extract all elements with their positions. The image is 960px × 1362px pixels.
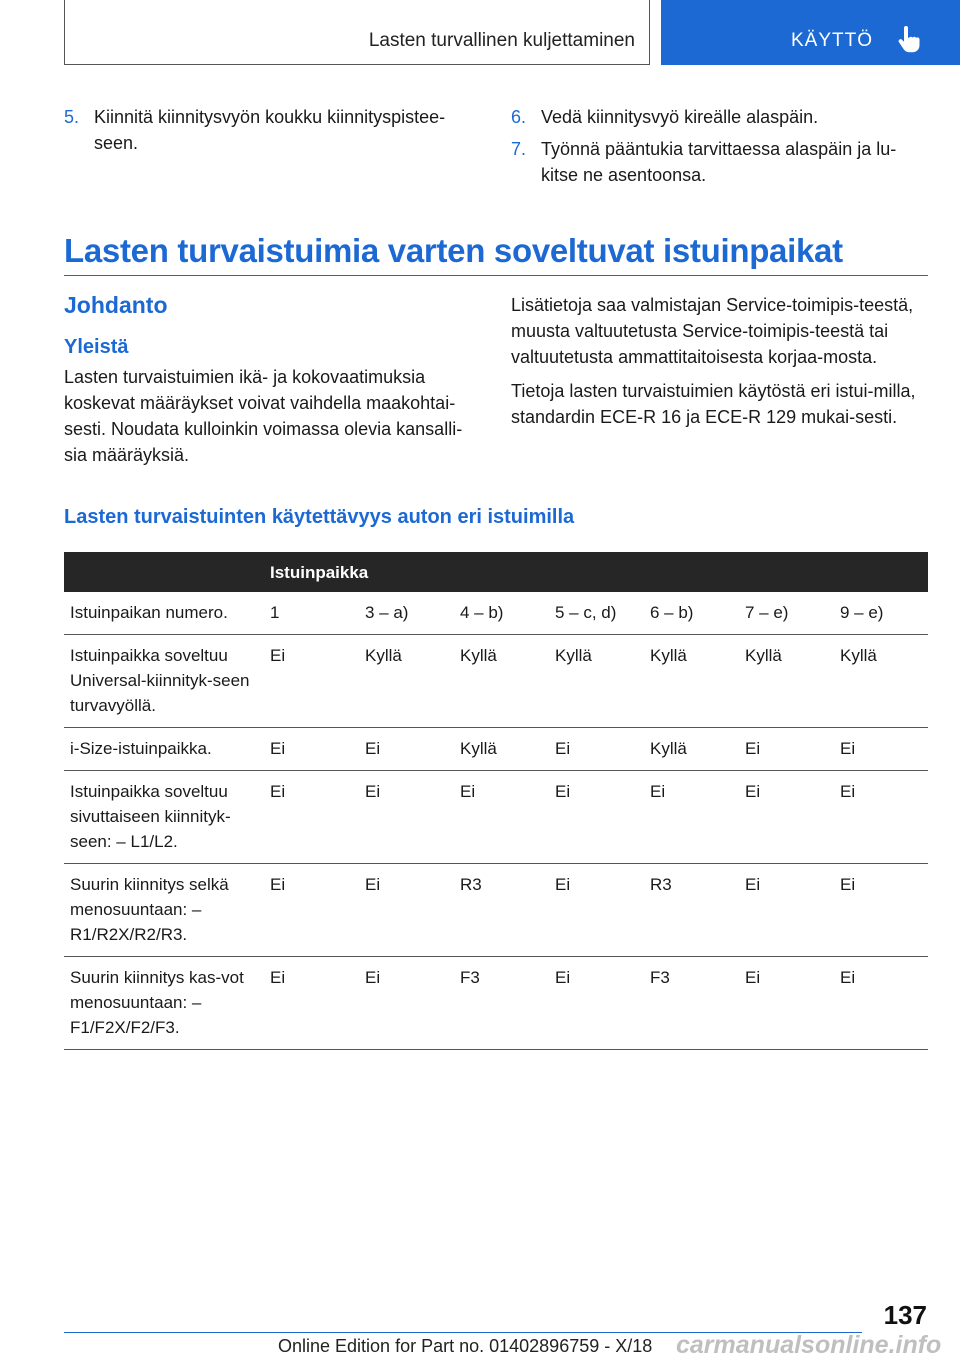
table-cell: Ei xyxy=(549,728,644,771)
steps-right xyxy=(511,104,929,196)
intro-right xyxy=(511,292,929,438)
step-text: Kiinnitä kiinnitysvyön koukku kiinnityspistee-seen. xyxy=(94,107,446,153)
table-row xyxy=(64,771,928,864)
table-cell: Ei xyxy=(739,771,834,864)
info-paragraph: Tietoja lasten turvaistuimien käytöstä eri istui-milla, standardin ECE-R 16 ja ECE-R 129 mukai-sesti. xyxy=(511,381,916,427)
row-label: Istuinpaikka soveltuu Universal-kiinnityk-seen turvavyöllä. xyxy=(64,635,264,728)
table-cell: R3 xyxy=(644,864,739,957)
step-text: Työnnä pääntukia tarvittaessa alaspäin ja lu-kitse ne asentoonsa. xyxy=(541,139,897,185)
table-header-row xyxy=(64,552,928,592)
chapter-tab-label: KÄYTTÖ xyxy=(791,30,874,51)
table-cell: 5 – c, d) xyxy=(549,592,644,635)
step-number: 7. xyxy=(511,139,527,159)
table-cell: 3 – a) xyxy=(359,592,454,635)
table-cell: Ei xyxy=(834,771,928,864)
table-cell: 7 – e) xyxy=(739,592,834,635)
table-cell: Kyllä xyxy=(454,728,549,771)
table-cell: Ei xyxy=(834,957,928,1050)
step-item xyxy=(64,104,474,156)
edition-text: Online Edition for Part no. 01402896759 - X/18 xyxy=(278,1336,653,1356)
pointing-hand-icon xyxy=(897,26,923,54)
table-cell: Kyllä xyxy=(549,635,644,728)
intro-paragraph: Lasten turvaistuimien ikä- ja kokovaatimuksia koskevat määräykset voivat vaihdella maakohtai-sesti. Noudata kulloinkin voimassa olevia kansalli-sia määräyksiä. xyxy=(64,367,463,465)
table-row xyxy=(64,864,928,957)
row-label: i-Size-istuinpaikka. xyxy=(64,728,264,771)
table-cell: Ei xyxy=(739,728,834,771)
table-cell: 9 – e) xyxy=(834,592,928,635)
intro-left xyxy=(64,292,476,476)
table-cell: Kyllä xyxy=(834,635,928,728)
table-cell: Kyllä xyxy=(644,635,739,728)
info-paragraph: Lisätietoja saa valmistajan Service-toimipis-teestä, muusta valtuutetusta Service-toimipis-teestä tai valtuutetusta ammattitaitoisesta korjaa-mosta. xyxy=(511,295,914,367)
table-cell: Ei xyxy=(359,728,454,771)
row-label: Istuinpaikan numero. xyxy=(64,592,264,635)
table-cell: Ei xyxy=(739,864,834,957)
table-heading: Lasten turvaistuinten käytettävyys auton eri istuimilla xyxy=(64,506,575,528)
table-cell: 6 – b) xyxy=(644,592,739,635)
table-row xyxy=(64,592,928,635)
header-box xyxy=(64,0,650,65)
section-title: Lasten turvallinen kuljettaminen xyxy=(368,30,635,51)
table-cell: Ei xyxy=(359,864,454,957)
table-cell: 4 – b) xyxy=(454,592,549,635)
table-cell: F3 xyxy=(454,957,549,1050)
seat-usability-table xyxy=(64,552,928,1050)
table-cell: Ei xyxy=(264,864,359,957)
table-cell: Ei xyxy=(549,771,644,864)
table-cell: Ei xyxy=(264,635,359,728)
table-header-empty xyxy=(64,552,264,592)
table-cell: Ei xyxy=(359,771,454,864)
table-cell: 1 xyxy=(264,592,359,635)
step-number: 5. xyxy=(64,107,80,127)
intro-heading: Johdanto xyxy=(64,292,168,318)
row-label: Suurin kiinnitys kas-vot menosuuntaan: – F1/F2X/F2/F3. xyxy=(64,957,264,1050)
watermark: carmanualsonline.info xyxy=(676,1331,942,1359)
step-number: 6. xyxy=(511,107,527,127)
table-cell: Kyllä xyxy=(454,635,549,728)
page-number: 137 xyxy=(883,1300,927,1330)
table-cell: Ei xyxy=(264,728,359,771)
table-cell: Ei xyxy=(264,957,359,1050)
table-row xyxy=(64,957,928,1050)
main-heading: Lasten turvaistuimia varten soveltuvat istuinpaikat xyxy=(64,232,843,269)
step-item xyxy=(511,104,929,130)
table-cell: Kyllä xyxy=(359,635,454,728)
row-label: Suurin kiinnitys selkä menosuuntaan: – R1/R2X/R2/R3. xyxy=(64,864,264,957)
table-header-label: Istuinpaikka xyxy=(264,552,928,592)
table-cell: Ei xyxy=(359,957,454,1050)
table-row xyxy=(64,635,928,728)
table-cell: Ei xyxy=(549,957,644,1050)
row-label: Istuinpaikka soveltuu sivuttaiseen kiinnityk-seen: – L1/L2. xyxy=(64,771,264,864)
table-cell: F3 xyxy=(644,957,739,1050)
table-cell: Ei xyxy=(834,864,928,957)
steps-left xyxy=(64,104,474,164)
table-cell: Ei xyxy=(549,864,644,957)
chapter-tab[interactable] xyxy=(661,0,960,65)
table-cell: Ei xyxy=(644,771,739,864)
table-cell: Ei xyxy=(264,771,359,864)
intro-subheading: Yleistä xyxy=(64,336,129,358)
table-cell: Ei xyxy=(454,771,549,864)
table-cell: Ei xyxy=(834,728,928,771)
table-cell: Kyllä xyxy=(644,728,739,771)
step-text: Vedä kiinnitysvyö kireälle alaspäin. xyxy=(541,107,819,127)
table-cell: R3 xyxy=(454,864,549,957)
table-row xyxy=(64,728,928,771)
table-cell: Ei xyxy=(739,957,834,1050)
heading-divider xyxy=(64,275,928,276)
step-item xyxy=(511,136,929,188)
table-cell: Kyllä xyxy=(739,635,834,728)
